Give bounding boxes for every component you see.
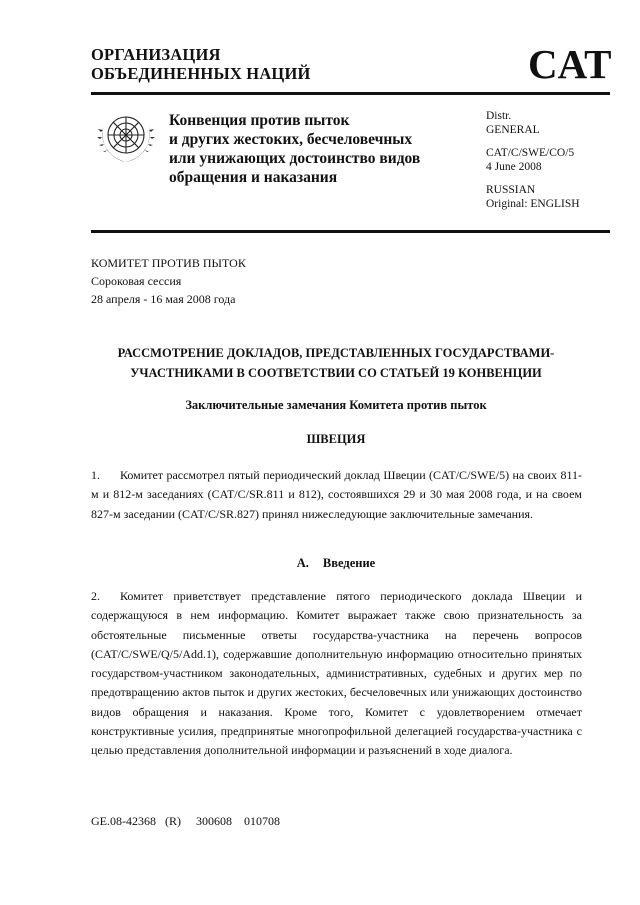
convention-line-3: или унижающих достоинство видов — [169, 150, 421, 167]
document-heading — [91, 343, 581, 383]
convention-title — [169, 111, 469, 187]
org-line-1: ОРГАНИЗАЦИЯ — [91, 45, 221, 64]
committee-session: Сороковая сессия — [91, 274, 182, 288]
un-emblem-icon — [95, 106, 157, 168]
paragraph-1-text: Комитет рассмотрел пятый периодический доклад Швеции (CAT/C/SWE/5) на своих 811-м и 812-м заседаниях (CAT/C/SR.811 и 812), состоявшихся 29 и 30 мая 2008 года, и на своем 827-м заседании (CAT/C/SR.827) принял нижеследующие заключительные замечания. — [91, 468, 582, 521]
paragraph-2-text: Комитет приветствует представление пятого периодического доклада Швеции и содержащуюся в нем информацию. Комитет выражает также свою признательность за обстоятельные письменные ответы государства-участника на перечень вопросов (CAT/C/SWE/Q/5/Add.1), содержавшие дополнительную информацию относительно принятых государством-участником законодательных, административных, судебных и других мер по предотвращению актов пыток и других жестоких, бесчеловечных или унижающих достоинство видов обращения и наказания. Кроме того, Комитет с удовлетворением отмечает конструктивные усилия, предпринятые многопрофильной делегацией государства-участника с целью представления дополнительной информации и разъяснений в ходе диалога. — [91, 589, 582, 758]
document-symbol-large: CAT — [528, 41, 612, 87]
distr-label: Distr. — [486, 110, 512, 122]
header-top-rule — [91, 92, 610, 95]
section-a-title: Введение — [322, 556, 376, 570]
distr-original: Original: ENGLISH — [486, 197, 580, 210]
convention-line-1: Конвенция против пыток — [169, 112, 350, 129]
paragraph-2 — [91, 587, 582, 761]
distr-doc-symbol: CAT/C/SWE/CO/5 — [486, 147, 575, 159]
section-a-heading — [91, 555, 581, 571]
org-line-2: ОБЪЕДИНЕННЫХ НАЦИЙ — [91, 64, 311, 83]
paragraph-1 — [91, 466, 582, 524]
paragraph-2-number: 2. — [91, 589, 100, 603]
organization-name — [91, 45, 311, 83]
committee-name: КОМИТЕТ ПРОТИВ ПЫТОК — [91, 256, 246, 270]
header-bottom-rule — [91, 230, 610, 233]
footer-code: GE.08-42368 (R) 300608 010708 — [91, 814, 280, 828]
distribution-block — [486, 110, 580, 211]
paragraph-1-number: 1. — [91, 468, 100, 482]
heading-line-2: УЧАСТНИКАМИ В СООТВЕТСТВИИ СО СТАТЬЕЙ 19 КОНВЕНЦИИ — [130, 366, 542, 380]
distr-general: GENERAL — [486, 123, 540, 136]
convention-line-2: и других жестоких, бесчеловечных — [169, 131, 413, 148]
convention-line-4: обращения и наказания — [169, 169, 338, 186]
heading-line-1: РАССМОТРЕНИЕ ДОКЛАДОВ, ПРЕДСТАВЛЕННЫХ ГОСУДАРСТВАМИ- — [117, 346, 555, 360]
concluding-remarks-title: Заключительные замечания Комитета против пыток — [185, 398, 487, 412]
distr-language: RUSSIAN — [486, 184, 536, 196]
section-a-letter: A. — [296, 556, 309, 570]
committee-dates: 28 апреля - 16 мая 2008 года — [91, 292, 236, 306]
distr-date: 4 June 2008 — [486, 160, 542, 173]
country-title: ШВЕЦИЯ — [306, 432, 366, 446]
committee-block — [91, 254, 246, 308]
